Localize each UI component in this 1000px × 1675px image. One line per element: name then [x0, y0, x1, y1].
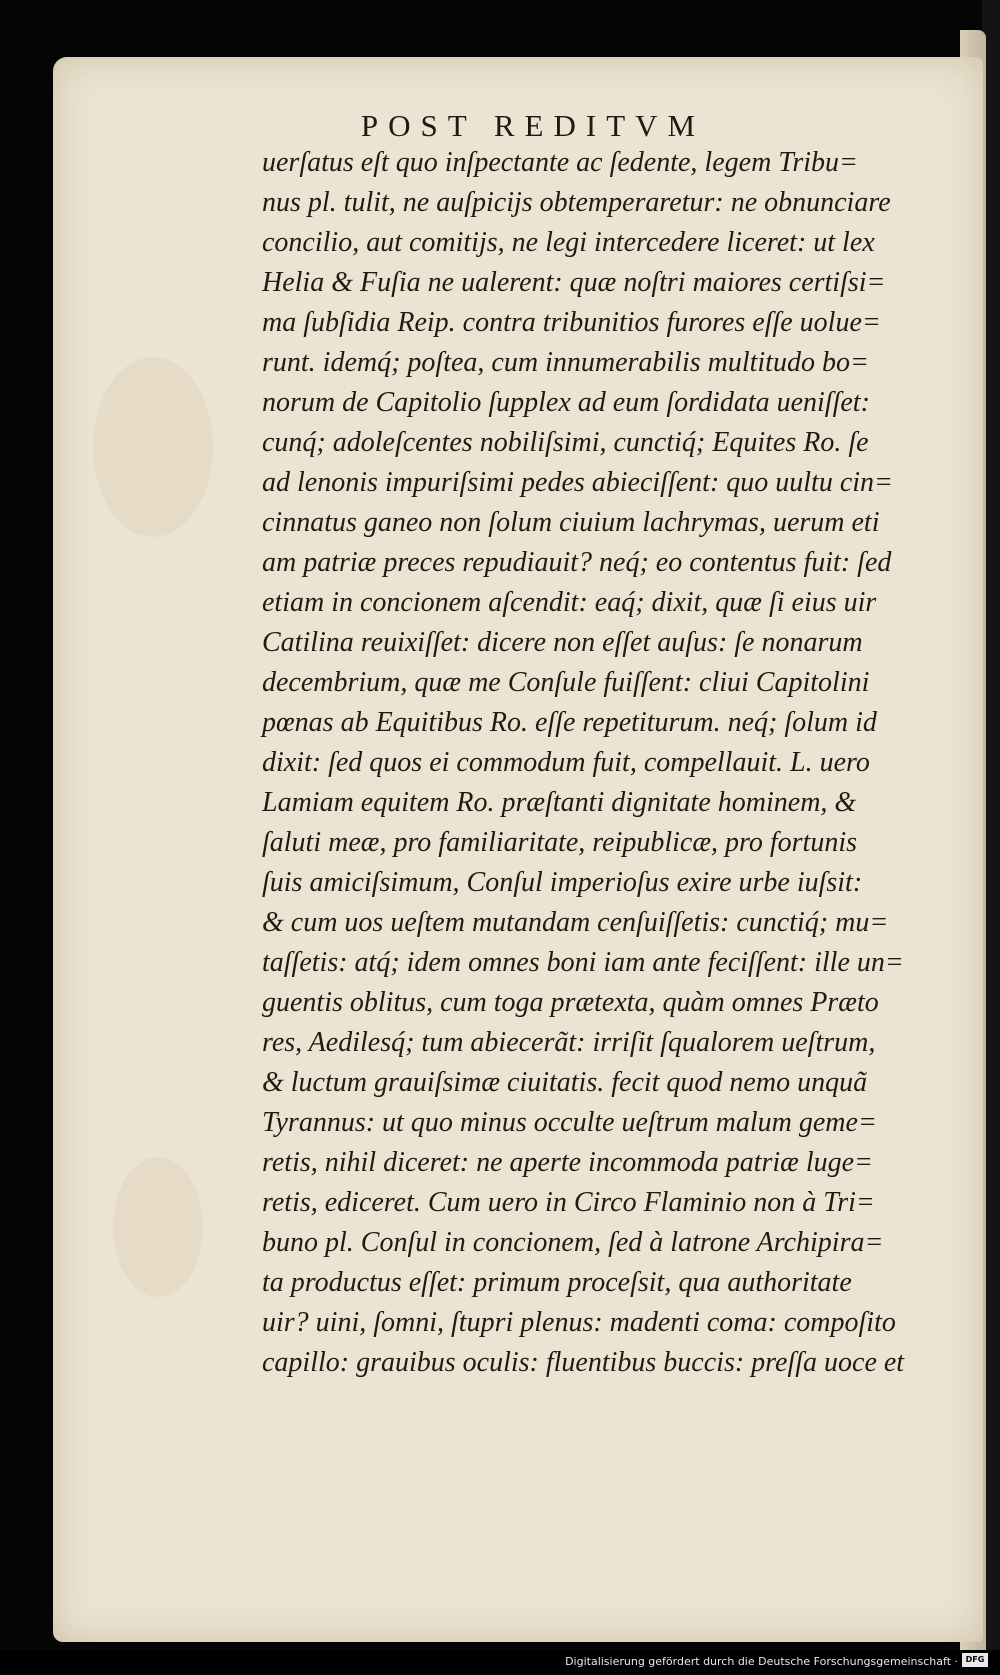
text-line: ſuis amiciſsimum, Conſul imperioſus exire urbe iuſsit:: [262, 867, 863, 898]
text-line: etiam in concionem aſcendit: eaq́; dixit, quæ ſi eius uir: [262, 587, 877, 618]
text-line: ad lenonis impuriſsimi pedes abieciſſent: quo uultu cin=: [262, 467, 893, 498]
text-line: Lamiam equitem Ro. præſtanti dignitate hominem, &: [262, 787, 857, 818]
text-line: Tyrannus: ut quo minus occulte ueſtrum malum geme=: [262, 1107, 877, 1138]
dfg-logo: DFG: [962, 1653, 988, 1667]
footer-credit: Digitalisierung gefördert durch die Deutsche Forschungsgemeinschaft ·: [565, 1655, 958, 1668]
text-line: ta productus eſſet: primum proceſsit, qua authoritate: [262, 1267, 852, 1298]
text-line: & cum uos ueſtem mutandam cenſuiſſetis: cunctiq́; mu=: [262, 907, 889, 938]
paper-stain: [93, 357, 213, 537]
text-line: guentis oblitus, cum toga prætexta, quàm omnes Præto: [262, 987, 879, 1018]
text-line: & luctum grauiſsimæ ciuitatis. fecit quod nemo unquã: [262, 1067, 868, 1098]
running-head: POST REDITVM: [360, 108, 706, 143]
text-line: retis, ediceret. Cum uero in Circo Flaminio non à Tri=: [262, 1187, 875, 1218]
text-line: Helia & Fuſia ne ualerent: quæ noſtri maiores certiſsi=: [262, 267, 886, 298]
text-line: capillo: grauibus oculis: fluentibus buccis: preſſa uoce et: [262, 1347, 905, 1378]
text-line: uir? uini, ſomni, ſtupri plenus: madenti coma: compoſito: [262, 1307, 896, 1338]
text-body: [262, 143, 932, 1383]
text-line: res, Aedilesq́; tum abiecerãt: irriſit ſqualorem ueſtrum,: [262, 1027, 876, 1058]
text-line: ma ſubſidia Reip. contra tribunitios furores eſſe uolue=: [262, 307, 881, 338]
text-line: ſaluti meæ, pro familiaritate, reipublicæ, pro fortunis: [262, 827, 858, 858]
text-line: dixit: ſed quos ei commodum fuit, compellauit. L. uero: [262, 747, 870, 778]
paper-stain: [113, 1157, 203, 1297]
text-line: runt. idemq́; poſtea, cum innumerabilis multitudo bo=: [262, 347, 869, 378]
text-line: cinnatus ganeo non ſolum ciuium lachrymas, uerum eti: [262, 507, 880, 538]
text-line: buno pl. Conſul in concionem, ſed à latrone Archipira=: [262, 1227, 884, 1258]
text-line: Catilina reuixiſſet: dicere non eſſet auſus: ſe nonarum: [262, 627, 863, 658]
text-line: norum de Capitolio ſupplex ad eum ſordidata ueniſſet:: [262, 387, 870, 418]
text-line: nus pl. tulit, ne auſpicijs obtemperaretur: ne obnunciare: [262, 187, 891, 218]
text-line: concilio, aut comitijs, ne legi intercedere liceret: ut lex: [262, 227, 875, 258]
text-line: cunq́; adoleſcentes nobiliſsimi, cunctiq́; Equites Ro. ſe: [262, 427, 869, 458]
text-line: decembrium, quæ me Conſule fuiſſent: cliui Capitolini: [262, 667, 870, 698]
text-line: retis, nihil diceret: ne aperte incommoda patriæ luge=: [262, 1147, 873, 1178]
text-line: am patriæ preces repudiauit? neq́; eo contentus fuit: ſed: [262, 547, 892, 578]
text-line: pœnas ab Equitibus Ro. eſſe repetiturum. neq́; ſolum id: [262, 707, 877, 738]
text-line: taſſetis: atq́; idem omnes boni iam ante feciſſent: ille un=: [262, 947, 904, 978]
text-line: uerſatus eſt quo inſpectante ac ſedente, legem Tribu=: [262, 147, 858, 178]
